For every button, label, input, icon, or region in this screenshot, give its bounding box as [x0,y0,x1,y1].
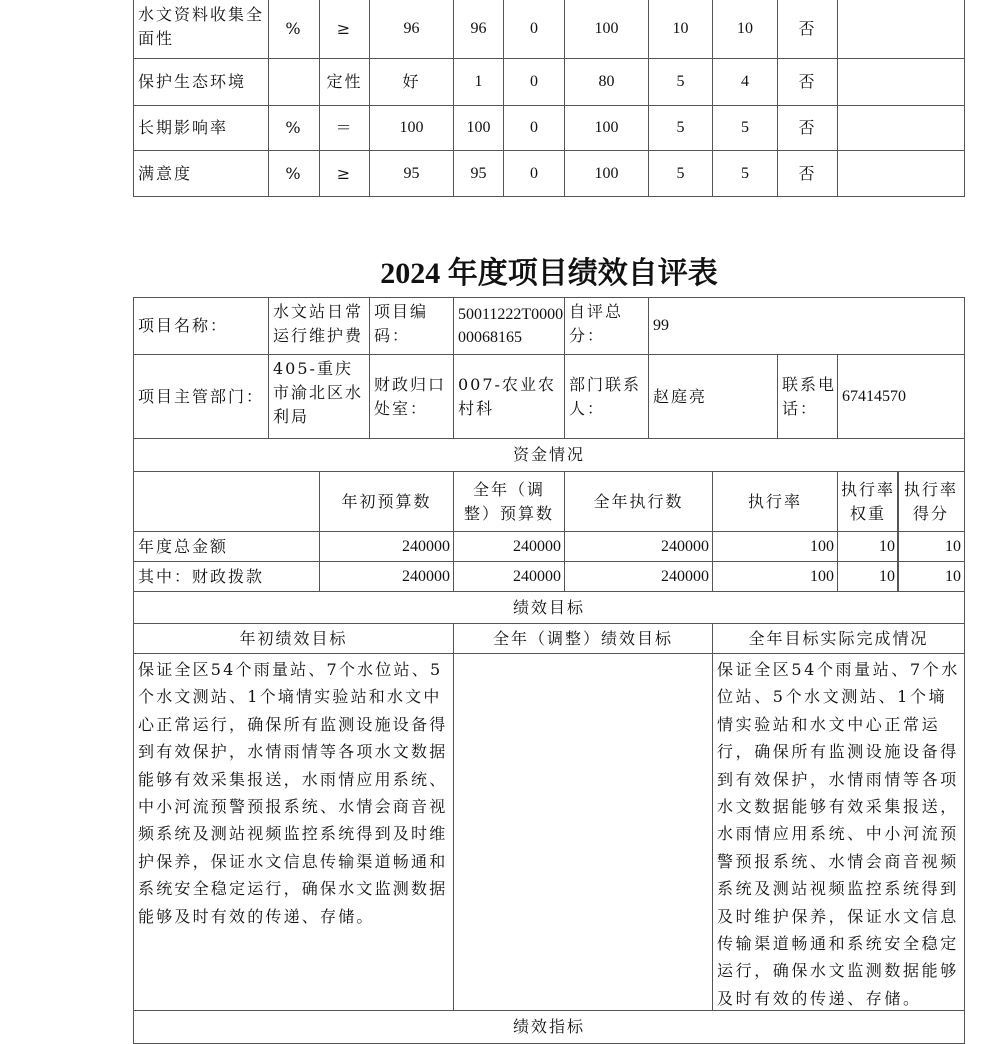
goals-section-header: 绩效目标 [133,591,965,624]
self-score-label: 自评总分： [564,297,649,355]
indicator-target: 100 [369,105,454,151]
project-code-value: 50011222T000000068165 [453,297,565,355]
indicator-rate: 100 [564,150,649,197]
goals-header-adjusted: 全年（调整）绩效目标 [453,623,713,654]
indicator-note [837,150,965,197]
indicator-actual: 96 [453,0,504,59]
finance-office-value: 007-农业农村科 [453,354,565,439]
funds-header-blank [133,471,320,532]
funds-header-adjusted-budget: 全年（调整）预算数 [453,471,565,532]
indicator-score: 4 [712,58,778,106]
indicator-rate: 100 [564,0,649,59]
indicator-target: 好 [369,58,454,106]
dept-value: 405-重庆市渝北区水利局 [268,354,370,439]
funds-cell: 10 [897,561,965,592]
self-score-value: 99 [648,297,965,355]
funds-row-label: 其中：财政拨款 [133,561,320,592]
indicator-note [837,105,965,151]
funds-cell: 10 [837,561,899,592]
indicator-operator: ≥ [319,0,370,59]
indicator-name: 水文资料收集全面性 [133,0,269,59]
funds-header-initial-budget: 年初预算数 [319,471,454,532]
funds-cell: 240000 [453,561,565,592]
phone-label: 联系电话： [777,354,838,439]
indicator-score: 10 [712,0,778,59]
funds-cell: 10 [837,531,899,562]
funds-cell: 240000 [319,531,454,562]
indicator-name: 长期影响率 [133,105,269,151]
funds-section-header: 资金情况 [133,438,965,472]
indicator-weight: 5 [648,105,713,151]
contact-value: 赵庭亮 [648,354,778,439]
goals-header-initial: 年初绩效目标 [133,623,454,654]
indicator-flag: 否 [777,58,838,106]
project-name-value: 水文站日常运行维护费 [268,297,370,355]
indicator-deviation: 0 [503,150,565,197]
funds-header-executed: 全年执行数 [564,471,713,532]
project-name-label: 项目名称： [133,297,269,355]
indicator-target: 95 [369,150,454,197]
contact-label: 部门联系人： [564,354,649,439]
indicator-unit: % [268,105,320,151]
indicator-name: 保护生态环境 [133,58,269,106]
phone-value: 67414570 [837,354,965,439]
funds-header-rate: 执行率 [712,471,838,532]
indicator-operator: 定性 [319,58,370,106]
funds-cell: 240000 [319,561,454,592]
indicator-weight: 5 [648,150,713,197]
indicator-weight: 10 [648,0,713,59]
project-code-label: 项目编码： [369,297,454,355]
goal-adjusted-text [453,653,713,1011]
funds-cell: 100 [712,561,838,592]
indicator-flag: 否 [777,0,838,59]
funds-header-weight: 执行率权重 [837,471,899,532]
funds-row-label: 年度总金额 [133,531,320,562]
goal-actual-text: 保证全区54个雨量站、7个水位站、5个水文测站、1个墒情实验站和水文中心正常运行，确保所有监测设施设备得到有效保护，水情雨情等各项水文数据能够有效采集报送，水雨情应用系统、中小河流预警预报系统、水情会商音视频系统及测站视频监控系统得到及时维护保养，保证水文信息传输渠道畅通和系统安全稳定运行，确保水文监测数据能够及时有效的传递、存储。 [712,653,965,1011]
indicator-score: 5 [712,105,778,151]
indicator-actual: 1 [453,58,504,106]
indicator-target: 96 [369,0,454,59]
funds-header-score: 执行率得分 [897,471,965,532]
page-title: 2024 年度项目绩效自评表 [380,257,718,290]
indicator-actual: 100 [453,105,504,151]
goals-header-actual: 全年目标实际完成情况 [712,623,965,654]
funds-cell: 240000 [564,561,713,592]
indicator-flag: 否 [777,150,838,197]
indicator-actual: 95 [453,150,504,197]
indicator-unit: % [268,150,320,197]
indicator-flag: 否 [777,105,838,151]
indicator-deviation: 0 [503,105,565,151]
dept-label: 项目主管部门： [133,354,269,439]
indicator-rate: 100 [564,105,649,151]
indicator-weight: 5 [648,58,713,106]
finance-office-label: 财政归口处室： [369,354,454,439]
indicator-unit [268,58,320,106]
indicator-rate: 80 [564,58,649,106]
indicator-note [837,58,965,106]
indicator-name: 满意度 [133,150,269,197]
funds-cell: 10 [897,531,965,562]
funds-cell: 240000 [453,531,565,562]
goal-initial-text: 保证全区54个雨量站、7个水位站、5个水文测站、1个墒情实验站和水文中心正常运行，确保所有监测设施设备得到有效保护，水情雨情等各项水文数据能够有效采集报送，水雨情应用系统、中小河流预警预报系统、水情会商音视频系统及测站视频监控系统得到及时维护保养，保证水文信息传输渠道畅通和系统安全稳定运行，确保水文监测数据能够及时有效的传递、存储。 [133,653,454,1011]
indicator-note [837,0,965,59]
indicators-section-header: 绩效指标 [133,1010,965,1044]
indicator-score: 5 [712,150,778,197]
indicator-unit: % [268,0,320,59]
indicator-deviation: 0 [503,0,565,59]
funds-cell: 100 [712,531,838,562]
indicator-operator: ≥ [319,150,370,197]
indicator-deviation: 0 [503,58,565,106]
indicator-operator: ＝ [319,105,370,151]
funds-cell: 240000 [564,531,713,562]
